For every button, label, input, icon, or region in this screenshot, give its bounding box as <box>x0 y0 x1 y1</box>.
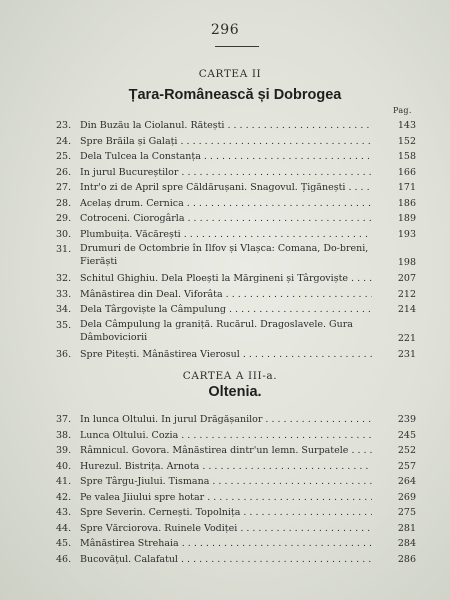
toc-entry <box>56 271 416 286</box>
entry-title: Schitul Ghighiu. Dela Ploești la Mărgineni și Târgoviște . . . <box>80 271 372 286</box>
entry-number: 26. <box>56 166 72 178</box>
entry-page: 286 <box>397 553 416 565</box>
toc-entry <box>56 459 416 474</box>
entry-title: Bucovățul. Calafatul . . . <box>80 552 372 567</box>
entry-title: Spre Brăila și Galați . . . <box>80 134 372 149</box>
entry-page: 214 <box>397 304 416 315</box>
toc-entry <box>56 118 416 133</box>
entry-title: Intr'o zi de April spre Căldărușani. Snagovul. Țigănești . . . <box>80 180 372 195</box>
entry-number: 41. <box>56 476 72 487</box>
part-3-label: CARTEA A III-a. <box>182 370 278 382</box>
toc-entry <box>56 536 416 551</box>
entry-title: Spre Târgu-Jiului. Tismana . . . <box>80 474 372 489</box>
entry-number: 35. <box>56 319 72 331</box>
entry-number: 32. <box>56 273 72 284</box>
entry-page: 198 <box>397 257 416 268</box>
entry-number: 44. <box>56 522 72 534</box>
entry-title: Spre Pitești. Mânăstirea Vierosul . . . <box>80 347 372 362</box>
page-number: 296 <box>210 22 240 38</box>
toc-entry <box>56 428 416 443</box>
entry-number: 42. <box>56 491 72 503</box>
entry-page: 281 <box>397 522 416 534</box>
header-rule <box>215 46 259 47</box>
entry-page: 152 <box>397 135 416 147</box>
entry-title: Mânăstirea Strehaia . . . <box>80 536 372 551</box>
toc-entry <box>56 227 416 242</box>
part-2-title: Țara-Românească și Dobrogea <box>128 87 342 103</box>
toc-entry <box>56 287 416 302</box>
entry-title: Plumbuița. Văcărești . . . <box>80 227 372 242</box>
page-column-label: Pag. <box>393 106 412 115</box>
entry-number: 27. <box>56 182 72 193</box>
entry-title: Din Buzău la Ciolanul. Rătești . . . <box>80 118 372 133</box>
toc-entry <box>56 149 416 164</box>
entry-title: In jurul Bucureștilor . . . <box>80 165 372 180</box>
toc-entry <box>56 211 416 226</box>
entry-page: 207 <box>397 273 416 284</box>
toc-entry <box>56 521 416 536</box>
toc-entry <box>56 443 416 458</box>
toc-entry <box>56 302 416 317</box>
entry-number: 40. <box>56 460 72 472</box>
entry-page: 193 <box>397 228 416 240</box>
entry-number: 36. <box>56 348 72 360</box>
entry-page: 189 <box>397 213 416 224</box>
entry-number: 30. <box>56 228 72 240</box>
entry-page: 212 <box>397 288 416 300</box>
part-2-label: CARTEA II <box>198 68 262 80</box>
entry-page: 239 <box>397 414 416 425</box>
entry-page: 143 <box>397 120 416 131</box>
toc-entry <box>56 134 416 149</box>
entry-title: Acelaș drum. Cernica . . . <box>80 196 372 211</box>
toc-entry <box>56 347 416 362</box>
entry-title: Lunca Oltului. Cozia . . . <box>80 428 372 443</box>
entry-title: Cotroceni. Ciorogârla . . . <box>80 211 372 226</box>
toc-entry <box>56 474 416 489</box>
entry-title: Dela Câmpulung la graniță. Rucărul. Dragoslavele. Gura Dâmboviciorii <box>80 318 353 343</box>
toc-entry <box>56 165 416 180</box>
entry-title: Hurezul. Bistrița. Arnota . . . <box>80 459 372 474</box>
entry-title: Spre Vărciorova. Ruinele Vodiței . . . <box>80 521 372 536</box>
entry-page: 252 <box>397 445 416 456</box>
entry-page: 257 <box>397 460 416 472</box>
entry-number: 29. <box>56 213 72 224</box>
entry-number: 43. <box>56 507 72 518</box>
entry-number: 28. <box>56 197 72 209</box>
entry-page: 166 <box>397 166 416 178</box>
entry-number: 39. <box>56 445 72 456</box>
toc-entry <box>56 196 416 211</box>
entry-page: 245 <box>397 429 416 441</box>
toc-entry <box>56 180 416 195</box>
entry-number: 25. <box>56 151 72 162</box>
entry-number: 37. <box>56 414 72 425</box>
entry-page: 158 <box>397 151 416 162</box>
toc-entry <box>56 412 416 427</box>
entry-page: 284 <box>397 538 416 549</box>
entry-page: 275 <box>397 507 416 518</box>
entry-title: Râmnicul. Govora. Mânăstirea dintr'un lemn. Surpatele . . . <box>80 443 372 458</box>
entry-title: Spre Severin. Cernești. Topolnița . . . <box>80 505 372 520</box>
toc-entry <box>56 490 416 505</box>
entry-title: Pe valea Jiiului spre hotar . . . <box>80 490 372 505</box>
entry-page: 264 <box>397 476 416 487</box>
entry-number: 45. <box>56 538 72 549</box>
toc-entry <box>56 242 416 270</box>
entry-title: Dela Tulcea la Constanța . . . <box>80 149 372 164</box>
entry-page: 231 <box>397 348 416 360</box>
entry-number: 23. <box>56 120 72 131</box>
entry-number: 24. <box>56 135 72 147</box>
entry-title: Dela Târgoviște la Câmpulung . . . <box>80 302 372 317</box>
entry-number: 46. <box>56 553 72 565</box>
part-3-title: Oltenia. <box>208 384 262 400</box>
entry-title: Drumuri de Octombrie în Ilfov și Vlașca: Comana, Do-breni, Fierăști <box>80 243 369 267</box>
entry-page: 269 <box>397 491 416 503</box>
toc-entry <box>56 318 416 346</box>
entry-title: Mânăstirea din Deal. Viforâta . . . <box>80 287 372 302</box>
entry-page: 171 <box>397 182 416 193</box>
entry-number: 33. <box>56 288 72 300</box>
entry-number: 38. <box>56 429 72 441</box>
entry-number: 34. <box>56 304 72 315</box>
toc-entry <box>56 505 416 520</box>
entry-page: 221 <box>397 332 416 344</box>
entry-title: In lunca Oltului. In jurul Drăgășanilor . . . <box>80 412 372 427</box>
entry-page: 186 <box>397 197 416 209</box>
entry-number: 31. <box>56 244 72 255</box>
toc-entry <box>56 552 416 567</box>
